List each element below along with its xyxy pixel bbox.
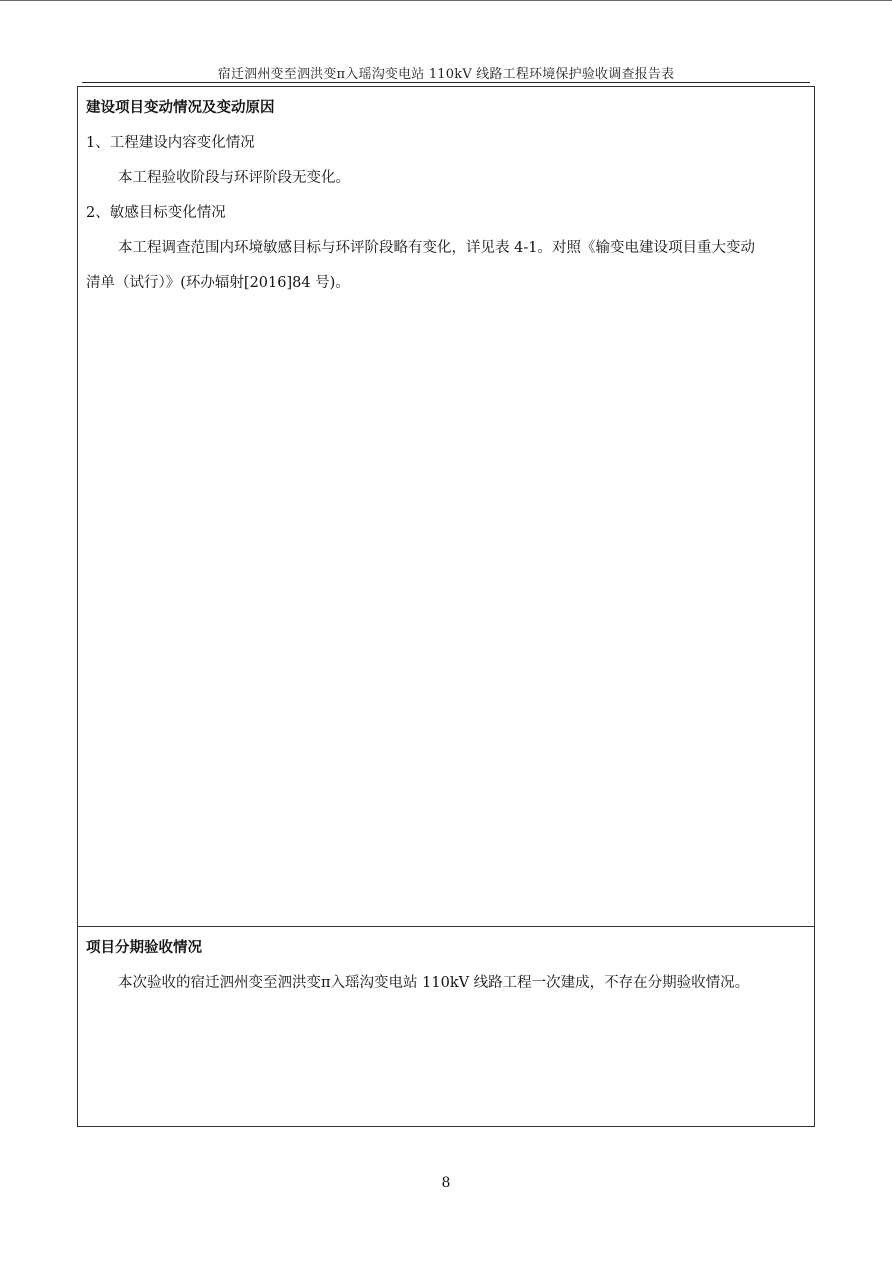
page-top-border [0,0,892,1]
construction-change-title: 1、工程建设内容变化情况 [86,135,255,151]
change-section-heading: 建设项目变动情况及变动原因 [86,99,275,116]
phased-acceptance-heading: 项目分期验收情况 [86,939,202,956]
phased-acceptance-body: 本次验收的宿迁泗州变至泗洪变π入瑶沟变电站 110kV 线路工程一次建成，不存在分期验收情况。 [118,975,750,991]
header-rule [82,82,810,83]
report-table [77,86,815,1127]
page-header-title: 宿迁泗州变至泗洪变π入瑶沟变电站 110kV 线路工程环境保护验收调查报告表 [217,67,675,82]
sensitive-target-body-line2: 清单（试行）》(环办辐射[2016]84 号)。 [86,275,350,291]
construction-change-body: 本工程验收阶段与环评阶段无变化。 [118,170,350,186]
page-number: 8 [441,1175,451,1191]
change-section [78,87,814,927]
phased-acceptance-section [78,927,814,1126]
sensitive-target-body-line1: 本工程调查范围内环境敏感目标与环评阶段略有变化，详见表 4-1。对照《输变电建设项目重大变动 [118,240,755,256]
sensitive-target-title: 2、敏感目标变化情况 [86,205,226,221]
